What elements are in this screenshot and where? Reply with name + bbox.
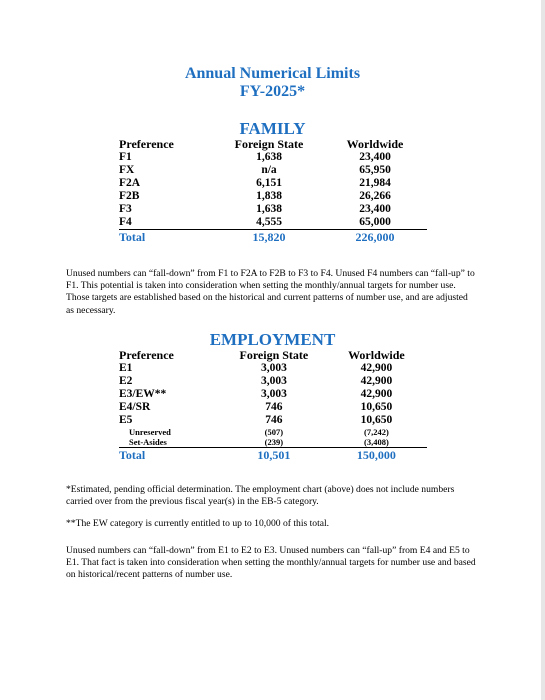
column-header-foreign-state: Foreign State xyxy=(234,137,304,151)
employment-header-row xyxy=(119,349,427,362)
foreign-state-cell: n/a xyxy=(261,164,277,176)
foreign-state-cell: 3,003 xyxy=(260,375,287,387)
preference-cell: E5 xyxy=(119,414,133,426)
family-fall-note: Unused numbers can “fall-down” from F1 to F2A to F2B to F3 to F4. Unused F4 numbers can “fall-up” to F1. This potential is taken into consideration when setting the monthly/annual targets for number use. Those targets are established based on the historical and current patterns of number use, and are adjusted as necessary. xyxy=(66,268,475,316)
foreign-state-cell: 1,838 xyxy=(256,190,282,202)
foreign-state-cell: 746 xyxy=(265,401,283,413)
foreign-state-cell: 6,151 xyxy=(256,177,282,189)
worldwide-cell: 10,650 xyxy=(360,414,393,426)
sub-worldwide-cell: (3,408) xyxy=(326,437,427,448)
column-header-worldwide: Worldwide xyxy=(346,137,404,151)
preference-cell: E2 xyxy=(119,375,133,387)
worldwide-cell: 26,266 xyxy=(359,190,391,202)
preference-cell: F2B xyxy=(119,190,140,202)
total-worldwide: 150,000 xyxy=(356,448,396,462)
worldwide-cell: 10,650 xyxy=(360,401,393,413)
total-worldwide: 226,000 xyxy=(355,230,395,244)
family-header-row xyxy=(119,138,427,151)
sub-preference-cell: Set-Asides xyxy=(119,437,222,448)
sub-worldwide-cell: (7,242) xyxy=(364,427,389,437)
worldwide-cell: 23,400 xyxy=(359,151,391,163)
foreign-state-cell: 4,555 xyxy=(215,216,323,230)
total-foreign-state: 15,820 xyxy=(252,230,286,244)
worldwide-cell: 21,984 xyxy=(359,177,391,189)
family-table xyxy=(119,138,427,244)
preference-cell: F4 xyxy=(119,216,215,230)
preference-cell: E3/EW** xyxy=(119,388,167,400)
worldwide-cell: 65,000 xyxy=(323,216,427,230)
total-foreign-state: 10,501 xyxy=(257,448,291,462)
foreign-state-cell: 3,003 xyxy=(260,388,287,400)
worldwide-cell: 42,900 xyxy=(360,375,393,387)
column-header-preference: Preference xyxy=(119,137,174,151)
family-total-row xyxy=(119,230,427,245)
family-section-title: FAMILY xyxy=(239,119,306,138)
preference-cell: E1 xyxy=(119,362,133,374)
column-header-worldwide: Worldwide xyxy=(348,348,405,362)
estimated-footnote: *Estimated, pending official determination. The employment chart (above) does not include numbers carried over from the previous fiscal year(s) in the EB-5 category. xyxy=(66,484,455,508)
table-row xyxy=(119,151,427,164)
foreign-state-cell: 3,003 xyxy=(260,362,287,374)
preference-cell: F3 xyxy=(119,203,132,215)
employment-total-row xyxy=(119,448,427,463)
table-sub-row xyxy=(119,437,427,448)
column-header-foreign-state: Foreign State xyxy=(239,348,309,362)
table-sub-row xyxy=(119,427,427,437)
preference-cell: F1 xyxy=(119,151,132,163)
foreign-state-cell: 1,638 xyxy=(256,203,282,215)
employment-fall-note: Unused numbers can “fall-down” from E1 to E2 to E3. Unused numbers can “fall-up” from E4 and E5 to E1. That fact is taken into consideration when setting the monthly/annual targets for number use and based on historical/recent patterns of number use. xyxy=(66,545,476,581)
table-row xyxy=(119,190,427,203)
employment-section-title: EMPLOYMENT xyxy=(209,330,336,349)
total-label: Total xyxy=(119,448,146,462)
worldwide-cell: 65,950 xyxy=(359,164,391,176)
employment-table xyxy=(119,349,427,462)
page-title: Annual Numerical Limits xyxy=(184,65,361,82)
total-label: Total xyxy=(119,230,146,244)
page-subtitle: FY-2025* xyxy=(239,83,306,100)
worldwide-cell: 23,400 xyxy=(359,203,391,215)
table-row xyxy=(119,401,427,414)
preference-cell: F2A xyxy=(119,177,141,189)
worldwide-cell: 42,900 xyxy=(360,362,393,374)
sub-preference-cell: Unreserved xyxy=(129,427,171,437)
table-row xyxy=(119,388,427,401)
table-row xyxy=(119,216,427,230)
preference-cell: FX xyxy=(119,164,135,176)
table-row xyxy=(119,375,427,388)
table-row xyxy=(119,203,427,216)
sub-foreign-state-cell: (239) xyxy=(222,437,326,448)
column-header-preference: Preference xyxy=(119,348,174,362)
table-row xyxy=(119,362,427,375)
foreign-state-cell: 746 xyxy=(265,414,283,426)
table-row xyxy=(119,414,427,427)
ew-footnote: **The EW category is currently entitled to up to 10,000 of this total. xyxy=(66,518,330,529)
table-row xyxy=(119,177,427,190)
sub-foreign-state-cell: (507) xyxy=(264,427,284,437)
table-row xyxy=(119,164,427,177)
foreign-state-cell: 1,638 xyxy=(256,151,282,163)
page-edge xyxy=(541,0,545,700)
worldwide-cell: 42,900 xyxy=(360,388,393,400)
preference-cell: E4/SR xyxy=(119,401,151,413)
